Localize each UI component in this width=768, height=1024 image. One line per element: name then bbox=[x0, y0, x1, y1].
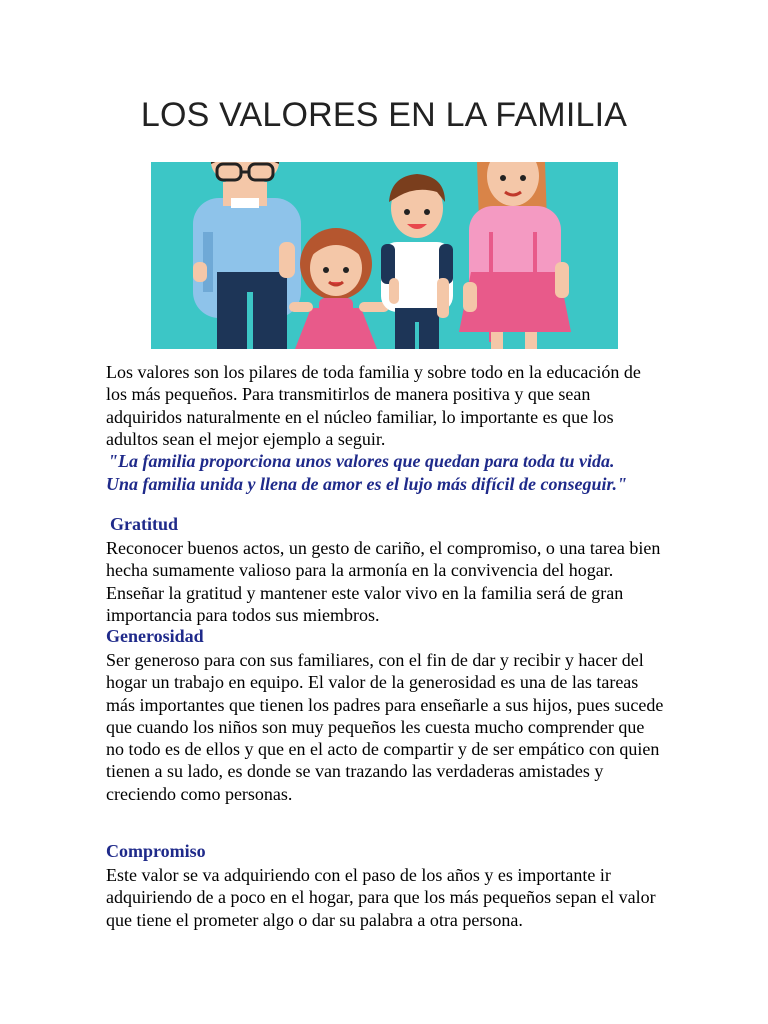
quote-line: "La familia proporciona unos valores que quedan para toda tu vida. bbox=[108, 451, 615, 471]
section-body-gratitud: Reconocer buenos actos, un gesto de cariño, el compromiso, o una tarea bien hecha sumamente valioso para la armonía en la convivencia del hogar. Enseñar la gratitud y mantener este valor vivo en la familia será de gran importancia para todos sus miembros. bbox=[106, 538, 661, 625]
section-body-generosidad: Ser generoso para con sus familiares, con el fin de dar y recibir y hacer del hogar un trabajo en equipo. El valor de la generosidad es una de las tareas más importantes que tienen los padres para enseñarle a sus hijos, pues sucede que cuando los niños son muy pequeños les cuesta mucho comprender que no todo es de ellos y que en el acto de compartir y de ser empático con quien tienen a su lado, es donde se van trazando las verdaderas amistades y creciendo como personas. bbox=[106, 650, 664, 804]
section-heading-generosidad: Generosidad bbox=[106, 626, 204, 646]
section-body-compromiso: Este valor se va adquiriendo con el paso de los años y es importante ir adquiriendo de a poco en el hogar, para que los más pequeños sepan el valor que tiene el prometer algo o dar su palabra a otra persona. bbox=[106, 865, 656, 930]
intro-paragraph: Los valores son los pilares de toda familia y sobre todo en la educación de los más pequeños. Para transmitirlos de manera positiva y que sean adquiridos naturalmente en el núcleo familiar, lo importante es que los adultos sean el mejor ejemplo a seguir. bbox=[106, 362, 641, 449]
family-quote bbox=[106, 450, 666, 495]
section-heading-compromiso: Compromiso bbox=[106, 841, 206, 861]
quote-line: Una familia unida y llena de amor es el lujo más difícil de conseguir." bbox=[106, 473, 628, 494]
section-heading-gratitud: Gratitud bbox=[110, 514, 179, 534]
page-title: LOS VALORES EN LA FAMILIA bbox=[140, 96, 628, 134]
family-illustration bbox=[151, 162, 618, 349]
